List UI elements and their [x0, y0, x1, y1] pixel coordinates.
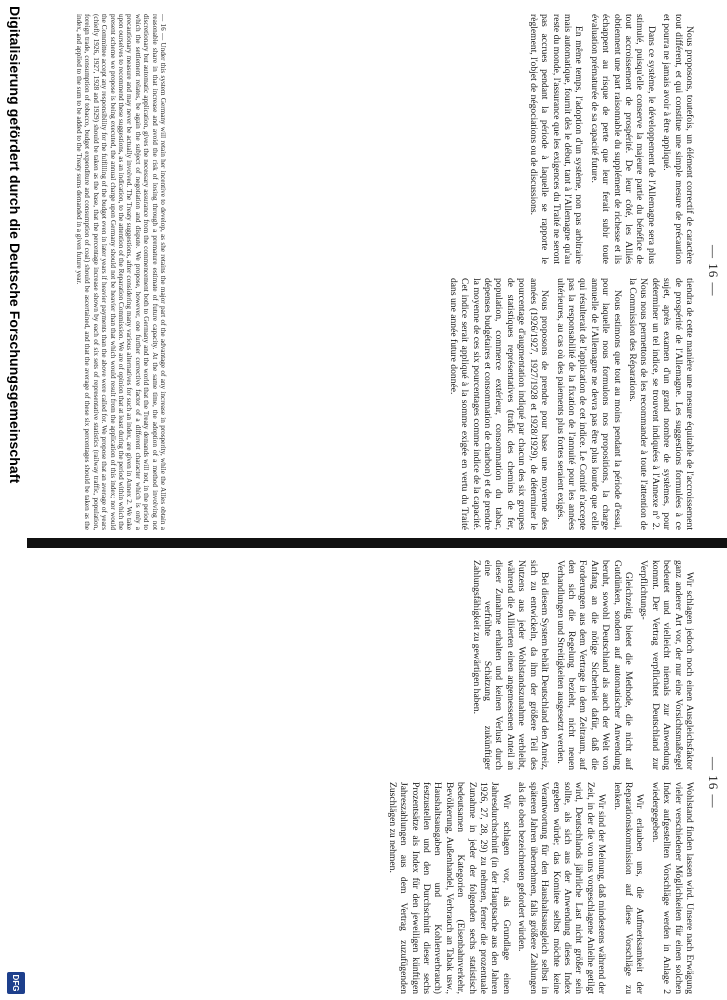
paragraph: suggestions, after considering many various alternatives for such an index, are given in Annex 2. [125, 222, 134, 505]
paragraph: Gleichzeitig bietet die Methode, die nicht auf Gutdünken, sondern auf automatischer Anwendung beruht, sowohl Deutschland als auch der Welt von Anfang an die nötige Sicherheit dafür, daß die Forderungen aus dem Vertrage in dem Zeitraum, auf den sich die Regelung bezieht, nicht neuen Verhandlungen und Streitigkeiten ausgesetzt werden. [554, 560, 634, 770]
page-number: — 16 — [706, 757, 721, 809]
paragraph: Nous proposons, toutefois, un élément correctif de caractère tout différent, et qui constitue une simple mesure de précaution et pourra ne jamais avoir à être appliqué. [661, 14, 695, 264]
text-column-left [45, 560, 695, 770]
paragraph: Under this system Germany will retain her incentive to develop, as she retains the major part of the advantage of any increase in prosperity, while the Allies obtain a reasonable share in that increase and avoid the risk of losing through a premature estimate of future capacity. [150, 14, 167, 530]
paragraph: tiendra de cette manière une mesure équitable de l'accroissement de prospérité de l'Allemagne. Les suggestions formulées à ce sujet, après examen d'un grand nombre de systèmes, pour déterminer un tel indice, se trouvent indiquées à l'Annexe n° 2. Nous nous permettons de les recommander à toute l'attention de la Commission des Réparations. [626, 278, 695, 530]
paragraph: Wir sind der Meinung, daß mindestens während der Zeit, in der die von uns vorgeschlagene Anleihe getilgt wird, Deutschlands jährliche Last nicht größer sein sollte, als sich aus der Anwendung dieses Index ergeben würde; das Komitee selbst möchte keine Verantwortung für den Haushaltsausgleich selbst in späteren Jahren übernehmen, falls größere Zahlungen als die oben bezeichneten gefordert würden. [516, 782, 608, 994]
digitization-credit: Digitalisierung gefördert durch die Deutsche Forschungsgemeinschaft [7, 6, 23, 484]
page-number: — 16 — [159, 14, 167, 41]
text-column-right [45, 782, 695, 994]
paragraph: Wir schlagen vor, als Grundlage einen Jahresdurchschnitt (in der Hauptsache aus den Jahren 1926, 27, 28, 29) zu nehmen, ferner die prozentuale Zunahme in jeder der folgenden sechs statistisch bedeutsamen Kategorien (Eisenbahnverkehr, Bevölkerung, Außenhandel, Verbrauch an Tabak usw., Haushaltsausgaben und Kohlenverbrauch) festzustellen und den Durchschnitt dieser sechs Prozentsätze als Index für den jeweiligen künftigen Jahreszahlungen aus dem Vertrag zuzufügenden Zuschlägen zu nehmen. [386, 782, 512, 994]
paragraph: Nous estimons que tout au moins pendant la période d'essai, pour laquelle nous formulons nos propositions, la charge annuelle de l'Allemagne ne devra pas être plus lourde que celle qui résulterait de l'application de cet indice. Le Comité n'accepte pas la responsabilité de la fixation de l'annuité pour les années ultérieures, au cas où des paiements plus fortes seraient exigés. [554, 278, 623, 530]
paragraph: Dans ce système, le développement de l'Allemagne sera plus stimulé, puisqu'elle conserve la majeure partie du bénéfice de tout accroissement de prospérité. De leur côté, les Alliés obtiennent une part raisonnable du supplément de richesse et ils échappent au risque de perte que leur ferait subir toute évaluation prématurée de sa capacité future. [588, 14, 657, 264]
gutter-divider [0, 538, 727, 548]
paragraph: We propose, however, one further corrective factor of a different character which is only a precautionary measure and may never be actually involved. The Treaty [125, 14, 142, 530]
english-page [37, 14, 167, 530]
page-number: — 16 — [706, 245, 721, 297]
paragraph: We take upon ourselves to recommend these suggestions, as an indication, to the attention of the Reparation Commission. [116, 14, 134, 530]
paragraph: Wohlstand finden lassen wird. Unsere nach Erwägung vieler verschiedener Möglichkeiten für einen solchen Index aufgestellten Vorschläge werden in Anlage 2 wiedergegeben. [649, 782, 695, 994]
paragraph: Wir schlagen jedoch noch einen Ausgleichsfaktor ganz anderer Art vor, der nur eine Vorsichtsmaßregel bedeutet und vielleicht niemals zur Anwendung kommt. Der Vertrag verpflichtet Deutschland zur Verpflichtungs- [638, 560, 695, 770]
paragraph: We propose that an average of years (chiefly 1926, 1927, 1928 and 1929) should be taken as the base, that the percentage increase shown by each of six sets of representative statistics (railway traffic, population, foreign trade, consumption of tobacco, budget expenditure and consumption of coal) should be ascertained, and that the average of these six percentages should be taken as the index, and applied to the sum to be added to the Treaty sums demanded in a given future year. [74, 14, 109, 530]
german-page [0, 552, 727, 1000]
paragraph: We are of opinion that at least during the period within which the present scheme we propose is being executed, the annual charge upon Germany should not be heavier than that which would result from the application of this index; nor would the Committee accept any responsibility for the fulfilling of the budget even in later years if heavier payments than the above were called for. [100, 14, 125, 530]
paragraph: Wir erlauben uns, die Aufmerksamkeit der Reparationskommission auf diese Vorschläge zu lenken. [611, 782, 646, 994]
paragraph: Bei diesem System behält Deutschland den Anreiz, sich zu entwickeln, da ihm der größere Teil des Nutzens aus jeder Wohlstandszunahme verbleibt, während die Alliierten einen angemessenen Anteil an dieser Zunahme erhalten und keinen Verlust durch eine verfrühte Schätzung zukünftiger Zahlungsfähigkeit zu gewärtigen haben. [470, 560, 551, 770]
paragraph: Nous proposons de prendre pour base une moyenne des années (1926/1927, 1927/1928 et 1928/1929), de déterminer le pourcentage d'augmentation indiqué par chacun des six groupes de statistiques représentatives (trafic des chemins de fer, population, commerce extérieur, consommation du tabac, dépenses budgétaires et consommation de charbon) et de prendre la moyenne de ces six pourcentages comme indice de la capacité. Cet indice serait appliqué à la somme exigée en vertu du Traité dans une année future donnée. [447, 278, 551, 530]
paragraph: En même temps, l'adoption d'un système, non pas arbitraire mais automatique, fournit dès le début, tant à l'Allemagne qu'au reste du monde, l'assurance que les exigences du Traité ne seront pas accrues pendant la période à laquelle se rapporte le règlement, l'objet de négociations ou de discussions. [527, 14, 585, 264]
paragraph: At the same time, the adoption of a method involving not discretionary but automatic application, gives the necessary assurance from the commencement both to Germany and the world that the Treaty demands will not, in the period to which the settlement relates, be again the subject of negotiation and dispute. [133, 14, 159, 530]
dfg-logo: DFG [7, 972, 25, 994]
